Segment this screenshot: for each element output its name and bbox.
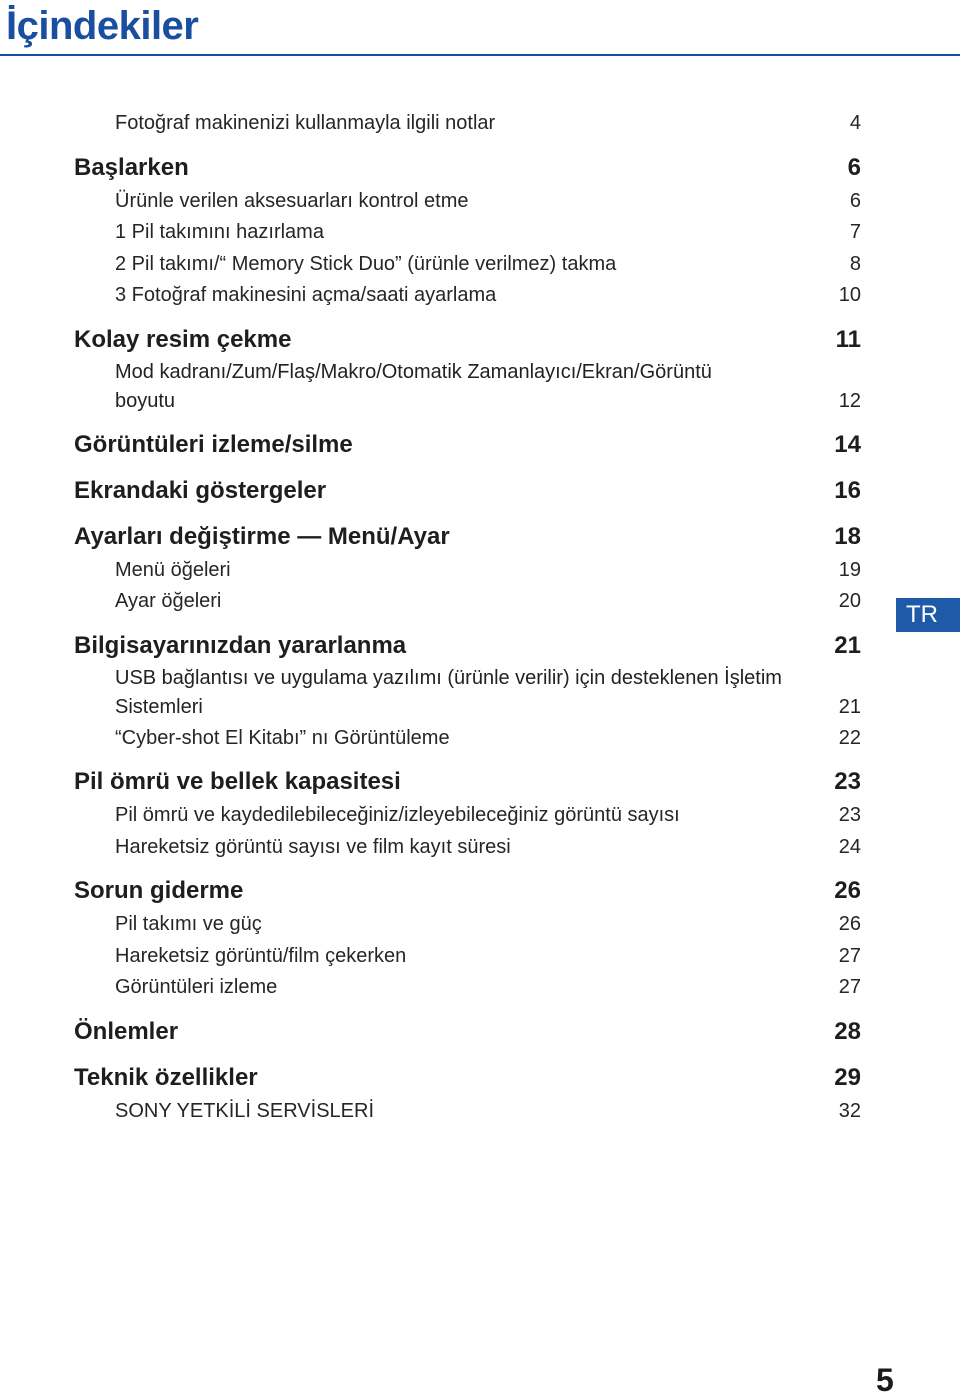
- toc-entry-page: 23: [838, 804, 861, 826]
- toc-entry[interactable]: [74, 217, 861, 249]
- toc-section-heading[interactable]: [74, 473, 861, 509]
- toc-entry-label: SONY YETKİLİ SERVİSLERİ: [115, 1099, 375, 1122]
- toc-entry-page: 27: [838, 976, 861, 998]
- toc-entry-label: 2 Pil takımı/“ Memory Stick Duo” (ürünle verilmez) takma: [115, 252, 617, 275]
- toc-heading-page: 21: [834, 631, 861, 659]
- toc-heading-label: Bilgisayarınızdan yararlanma: [74, 631, 407, 659]
- toc-heading-label: Önlemler: [74, 1017, 179, 1045]
- dot-leader: [294, 328, 832, 346]
- toc-entry-label: Pil ömrü ve kaydedilebileceğiniz/izleyebileceğiniz görüntü sayısı: [115, 804, 680, 826]
- toc-entry-multiline[interactable]: [74, 664, 861, 723]
- toc-entry-label: Hareketsiz görüntü/film çekerken: [115, 944, 407, 967]
- dot-leader: [246, 879, 831, 897]
- toc-entry-multiline[interactable]: [74, 358, 861, 417]
- toc-section-heading[interactable]: [74, 519, 861, 555]
- language-tab: TR: [896, 598, 960, 632]
- title-divider: [0, 54, 960, 56]
- toc-entry[interactable]: [74, 723, 861, 755]
- toc-entry[interactable]: [74, 280, 861, 312]
- toc-entry-page: 7: [849, 221, 861, 243]
- toc-entry[interactable]: [74, 1096, 861, 1128]
- page-title: İçindekiler: [6, 4, 199, 48]
- toc-entry[interactable]: [74, 586, 861, 618]
- toc-section-heading[interactable]: [74, 873, 861, 909]
- toc-section-heading[interactable]: [74, 1014, 861, 1050]
- toc-heading-page: 23: [834, 768, 861, 795]
- dot-leader: [472, 192, 847, 206]
- toc-entry-page: 6: [849, 189, 861, 212]
- toc-heading-label: Kolay resim çekme: [74, 325, 292, 353]
- dot-leader: [280, 978, 835, 992]
- toc-entry-page: 20: [838, 590, 861, 612]
- toc-entry[interactable]: [74, 800, 861, 832]
- toc-heading-label: Sorun giderme: [74, 877, 244, 904]
- toc-entry-page: 4: [849, 112, 861, 134]
- dot-leader: [453, 729, 836, 743]
- dot-leader: [192, 156, 845, 174]
- toc-entry-label: Ürünle verilen aksesuarları kontrol etme: [115, 189, 469, 212]
- dot-leader: [327, 223, 847, 237]
- toc-heading-page: 29: [834, 1063, 861, 1091]
- toc-entry-label: Pil takımı ve güç: [115, 913, 262, 935]
- table-of-contents: [74, 108, 861, 1127]
- toc-entry-label: Hareketsiz görüntü sayısı ve film kayıt süresi: [115, 835, 511, 858]
- toc-entry-page: 19: [838, 558, 861, 581]
- toc-heading-label: Görüntüleri izleme/silme: [74, 430, 353, 458]
- toc-section-heading[interactable]: [74, 628, 861, 664]
- dot-leader: [498, 114, 847, 128]
- toc-heading-page: 26: [834, 877, 861, 904]
- toc-entry-label: Fotoğraf makinenizi kullanmayla ilgili notlar: [115, 112, 496, 134]
- toc-section-heading[interactable]: [74, 1060, 861, 1096]
- toc-entry[interactable]: [74, 249, 861, 281]
- toc-entry[interactable]: [74, 941, 861, 973]
- toc-entry-label: boyutu: [115, 389, 176, 412]
- toc-heading-page: 11: [835, 325, 861, 353]
- toc-entry-page: 24: [838, 835, 861, 858]
- toc-section-heading[interactable]: [74, 322, 861, 358]
- dot-leader: [356, 433, 832, 451]
- toc-section-heading[interactable]: [74, 764, 861, 800]
- dot-leader: [261, 1066, 832, 1084]
- toc-entry-page: 12: [838, 389, 861, 412]
- toc-entry[interactable]: [74, 909, 861, 941]
- toc-entry-label-line1: Mod kadranı/Zum/Flaş/Makro/Otomatik Zamanlayıcı/Ekran/Görüntü: [115, 360, 712, 383]
- toc-heading-label: Ekrandaki göstergeler: [74, 476, 327, 504]
- dot-leader: [409, 634, 831, 652]
- dot-leader: [514, 838, 836, 852]
- dot-leader: [224, 592, 835, 606]
- dot-leader: [409, 947, 836, 961]
- toc-heading-page: 14: [834, 430, 861, 458]
- page-number: 5: [876, 1362, 894, 1398]
- toc-entry[interactable]: [74, 108, 861, 140]
- toc-entry-label: 3 Fotoğraf makinesini açma/saati ayarlama: [115, 284, 497, 306]
- toc-heading-label: Başlarken: [74, 153, 189, 181]
- dot-leader: [683, 806, 836, 820]
- toc-entry-label: Sistemleri: [115, 695, 203, 718]
- toc-entry-label: Menü öğeleri: [115, 558, 231, 581]
- dot-leader: [265, 915, 836, 929]
- dot-leader: [453, 525, 832, 543]
- toc-entry-label: Görüntüleri izleme: [115, 976, 278, 998]
- toc-entry-page: 22: [838, 726, 861, 749]
- toc-heading-label: Pil ömrü ve bellek kapasitesi: [74, 768, 401, 795]
- toc-entry-label: 1 Pil takımını hazırlama: [115, 221, 324, 243]
- toc-entry-page: 26: [838, 913, 861, 935]
- toc-entry[interactable]: [74, 186, 861, 218]
- toc-heading-page: 18: [834, 522, 861, 550]
- dot-leader: [178, 392, 836, 406]
- toc-entry-page: 21: [838, 695, 861, 718]
- toc-heading-label: Ayarları değiştirme — Menü/Ayar: [74, 522, 450, 550]
- toc-entry-page: 32: [838, 1099, 861, 1122]
- toc-entry-label-line1: USB bağlantısı ve uygulama yazılımı (ürünle verilir) için desteklenen İşletim: [115, 666, 782, 689]
- toc-entry-page: 27: [838, 944, 861, 967]
- dot-leader: [206, 698, 836, 712]
- toc-heading-page: 16: [834, 476, 861, 504]
- toc-entry-label: “Cyber-shot El Kitabı” nı Görüntüleme: [115, 726, 450, 749]
- toc-heading-page: 6: [847, 153, 861, 181]
- dot-leader: [181, 1020, 831, 1038]
- toc-entry-page: 8: [849, 252, 861, 275]
- toc-heading-page: 28: [834, 1017, 861, 1045]
- toc-entry[interactable]: [74, 832, 861, 864]
- dot-leader: [619, 255, 847, 269]
- dot-leader: [404, 770, 831, 788]
- toc-entry-label: Ayar öğeleri: [115, 590, 222, 612]
- toc-entry-page: 10: [838, 284, 861, 306]
- toc-heading-label: Teknik özellikler: [74, 1063, 258, 1091]
- toc-section-heading[interactable]: [74, 427, 861, 463]
- dot-leader: [329, 479, 831, 497]
- dot-leader: [234, 561, 836, 575]
- toc-entry[interactable]: [74, 555, 861, 587]
- dot-leader: [499, 286, 835, 300]
- toc-section-heading[interactable]: [74, 150, 861, 186]
- dot-leader: [377, 1102, 836, 1116]
- toc-entry[interactable]: [74, 972, 861, 1004]
